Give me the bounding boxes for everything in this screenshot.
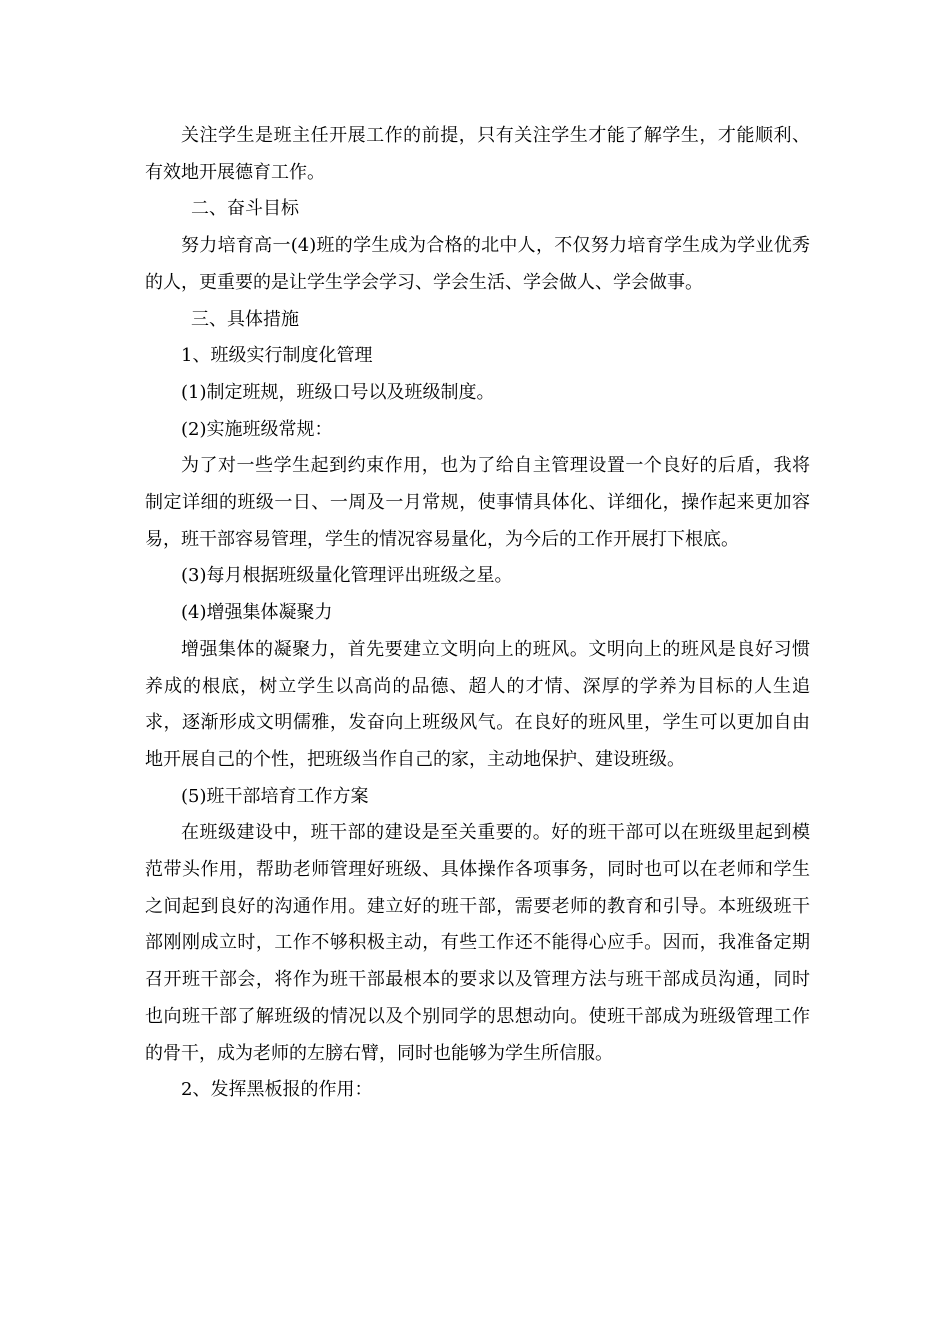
list-item: (1)制定班规，班级口号以及班级制度。 — [181, 381, 495, 403]
list-item: (5)班干部培育工作方案 — [181, 785, 369, 807]
list-item: (2)实施班级常规： — [181, 418, 333, 440]
list-item: (3)每月根据班级量化管理评出班级之星。 — [181, 565, 513, 587]
paragraph: 关注学生是班主任开展工作的前提，只有关注学生才能了解学生，才能顺利、有效地开展德育工作。 — [145, 125, 810, 183]
paragraph: 在班级建设中，班干部的建设是至关重要的。好的班干部可以在班级里起到模范带头作用，帮助老师管理好班级、具体操作各项事务，同时也可以在老师和学生之间起到良好的沟通作用。建立好的班干部，需要老师的教育和引导。本班级班干部刚刚成立时，工作不够积极主动，有些工作还不能得心应手。因而，我准备定期召开班干部会，将作为班干部最根本的要求以及管理方法与班干部成员沟通，同时也向班干部了解班级的情况以及个别同学的思想动向。使班干部成为班级管理工作的骨干，成为老师的左膀右臂，同时也能够为学生所信服。 — [145, 822, 810, 1064]
paragraph: 为了对一些学生起到约束作用，也为了给自主管理设置一个良好的后盾，我将制定详细的班级一日、一周及一月常规，使事情具体化、详细化，操作起来更加容易，班干部容易管理，学生的情况容易量化，为今后的工作开展打下根底。 — [145, 455, 810, 550]
paragraph: 增强集体的凝聚力，首先要建立文明向上的班风。文明向上的班风是良好习惯养成的根底，树立学生以高尚的品德、超人的才情、深厚的学养为目标的人生追求，逐渐形成文明儒雅，发奋向上班级风气。在良好的班风里，学生可以更加自由地开展自己的个性，把班级当作自己的家，主动地保护、建设班级。 — [145, 638, 810, 770]
paragraph: 努力培育高一(4)班的学生成为合格的北中人，不仅努力培育学生成为学业优秀的人，更重要的是让学生学会学习、学会生活、学会做人、学会做事。 — [145, 235, 810, 293]
document-body — [145, 118, 810, 1109]
section-heading: 三、具体措施 — [191, 308, 299, 330]
list-item: 1、班级实行制度化管理 — [181, 345, 373, 367]
list-item: (4)增强集体凝聚力 — [181, 602, 333, 624]
list-item: 2、发挥黑板报的作用： — [181, 1079, 373, 1101]
section-heading: 二、奋斗目标 — [191, 198, 299, 220]
